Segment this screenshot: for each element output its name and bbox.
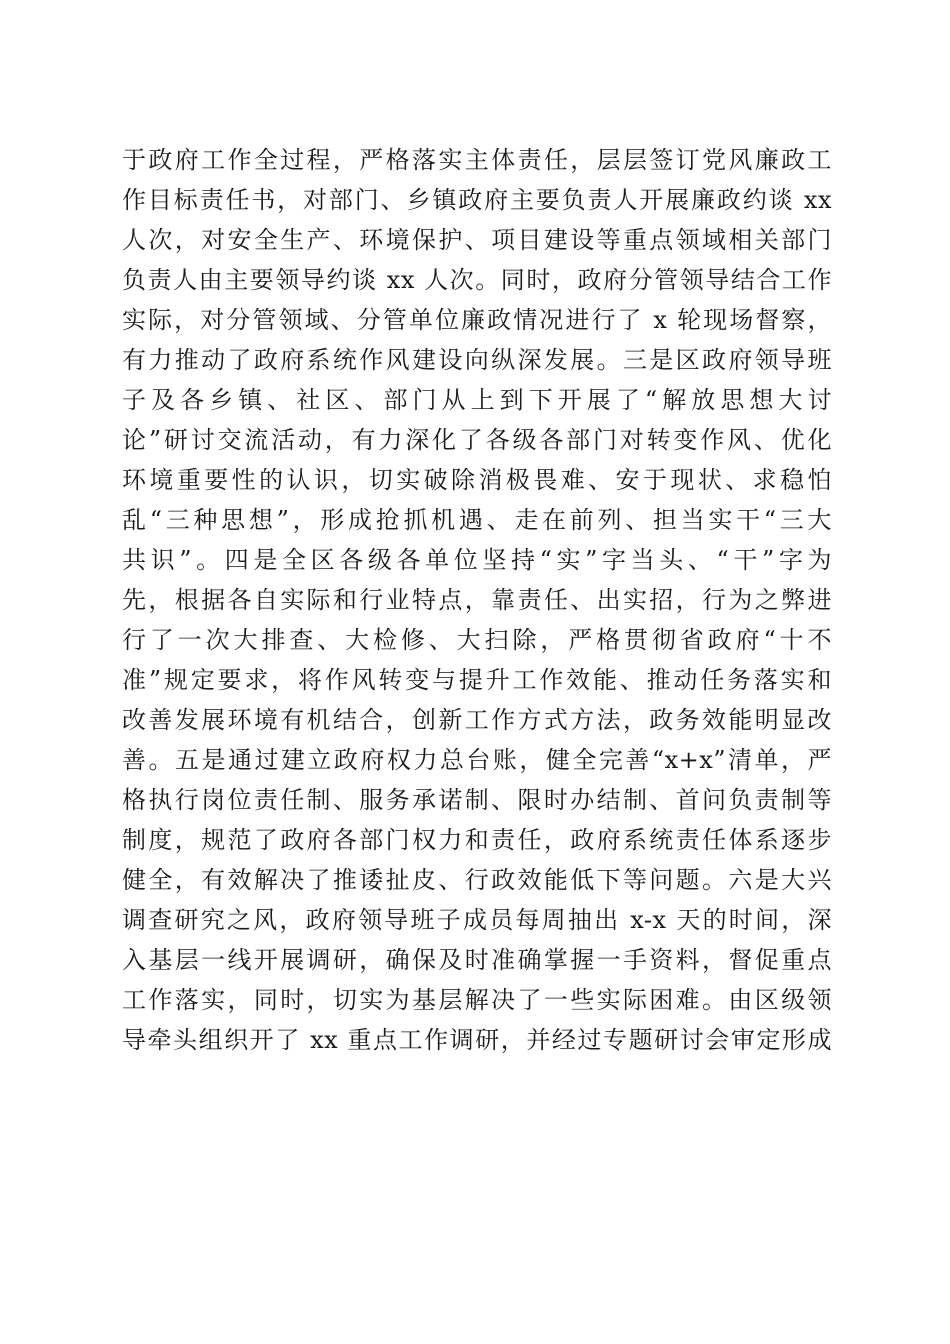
text-line-17: 格执行岗位责任制、服务承诺制、限时办结制、首问负责制等: [122, 786, 832, 814]
text-line-8: 论”研讨交流活动，有力深化了各级各部门对转变作风、优化: [122, 426, 832, 454]
text-line-5: 实际，对分管领域、分管单位廉政情况进行了 x 轮现场督察，: [122, 306, 832, 334]
text-line-15: 改善发展环境有机结合，创新工作方式方法，政务效能明显改: [122, 706, 832, 734]
text-line-9: 环境重要性的认识，切实破除消极畏难、安于现状、求稳怕: [122, 466, 832, 494]
text-line-16: 善。五是通过建立政府权力总台账，健全完善“x+x”清单，严: [122, 746, 832, 774]
text-line-13: 行了一次大排查、大检修、大扫除，严格贯彻省政府“十不: [122, 626, 832, 654]
text-line-2: 作目标责任书，对部门、乡镇政府主要负责人开展廉政约谈 xx: [122, 186, 832, 214]
text-line-20: 调查研究之风，政府领导班子成员每周抽出 x-x 天的时间，深: [122, 906, 832, 934]
text-line-22: 工作落实，同时，切实为基层解决了一些实际困难。由区级领: [122, 986, 832, 1014]
text-line-12: 先，根据各自实际和行业特点，靠责任、出实招，行为之弊进: [122, 586, 832, 614]
text-line-11: 共识”。四是全区各级各单位坚持“实”字当头、“干”字为: [122, 546, 832, 574]
text-line-7: 子及各乡镇、社区、部门从上到下开展了“解放思想大讨: [122, 386, 832, 414]
text-line-18: 制度，规范了政府各部门权力和责任，政府系统责任体系逐步: [122, 826, 832, 854]
text-line-21: 入基层一线开展调研，确保及时准确掌握一手资料，督促重点: [122, 946, 832, 974]
text-line-4: 负责人由主要领导约谈 xx 人次。同时，政府分管领导结合工作: [122, 266, 832, 294]
text-line-3: 人次，对安全生产、环境保护、项目建设等重点领域相关部门: [122, 226, 832, 254]
text-line-6: 有力推动了政府系统作风建设向纵深发展。三是区政府领导班: [122, 346, 832, 374]
text-line-14: 准”规定要求，将作风转变与提升工作效能、推动任务落实和: [122, 666, 832, 694]
body-text: [122, 140, 832, 1060]
text-line-19: 健全，有效解决了推诿扯皮、行政效能低下等问题。六是大兴: [122, 866, 832, 894]
text-line-23: 导牵头组织开了 xx 重点工作调研，并经过专题研讨会审定形成: [122, 1026, 832, 1054]
text-line-1: 于政府工作全过程，严格落实主体责任，层层签订党风廉政工: [122, 146, 832, 174]
text-line-10: 乱“三种思想”，形成抢抓机遇、走在前列、担当实干“三大: [122, 506, 832, 534]
